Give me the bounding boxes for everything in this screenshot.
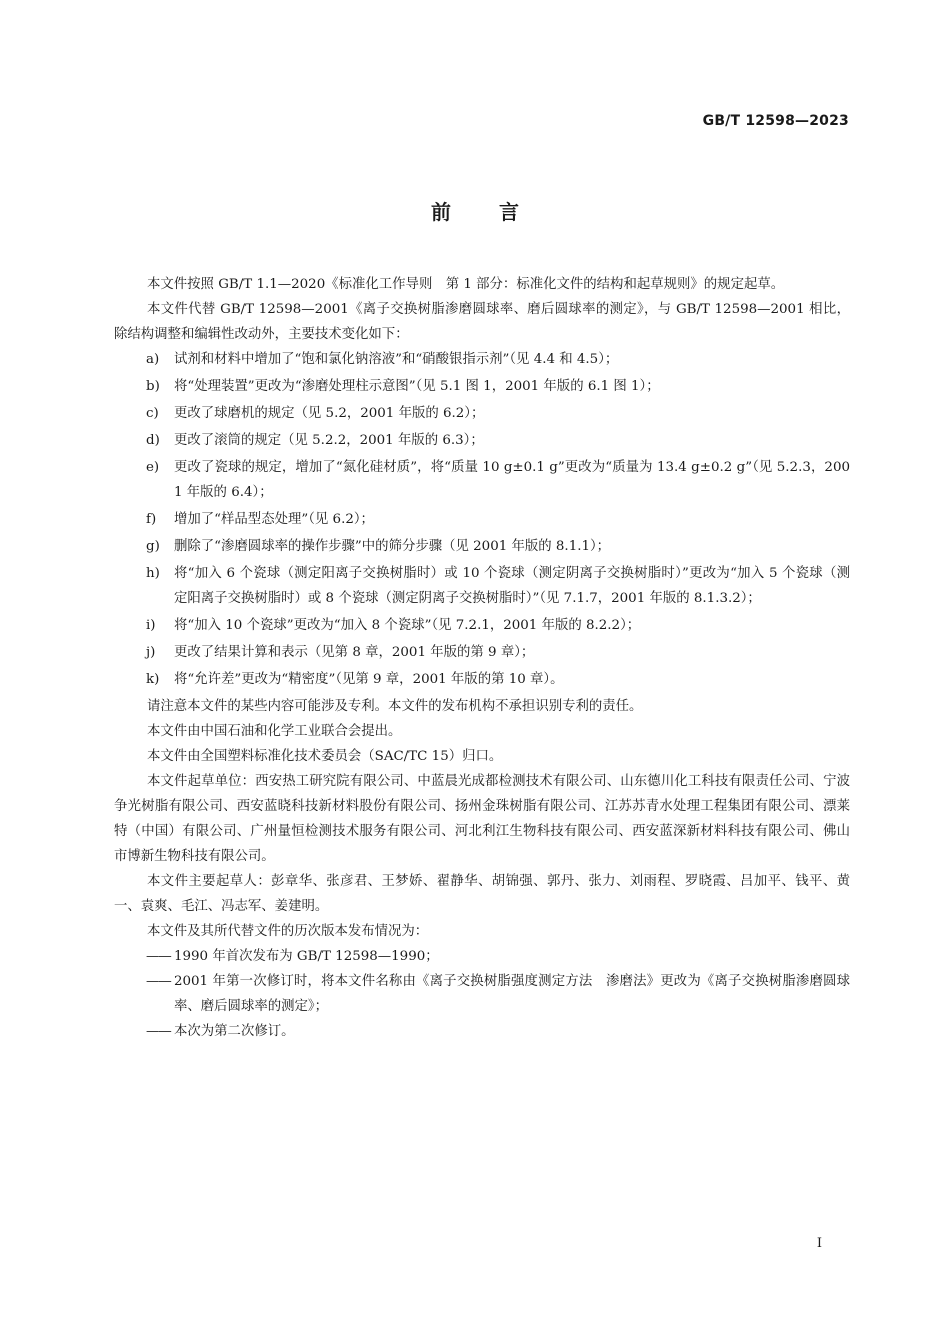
item-label: a) xyxy=(146,352,160,367)
drafters: 本文件主要起草人：彭章华、张彦君、王梦娇、翟静华、胡锦强、郭丹、张力、刘雨程、罗晓霞、吕加平、钱平、黄一、袁爽、毛江、冯志军、姜建明。 xyxy=(114,874,850,914)
history-text: 本次为第二次修订。 xyxy=(174,1024,295,1039)
change-item xyxy=(114,455,850,505)
item-text: 试剂和材料中增加了“饱和氯化钠溶液”和“硝酸银指示剂”（见 4.4 和 4.5）； xyxy=(174,352,619,367)
item-text: 删除了“渗磨圆球率的操作步骤”中的筛分步骤（见 2001 年版的 8.1.1）； xyxy=(174,539,611,554)
item-label: d) xyxy=(146,433,160,448)
item-label: b) xyxy=(146,379,160,394)
dash-label: —— xyxy=(146,974,171,989)
change-item xyxy=(114,507,850,532)
dash-label: —— xyxy=(146,949,171,964)
item-text: 更改了球磨机的规定（见 5.2，2001 年版的 6.2）； xyxy=(174,406,485,421)
item-text: 更改了结果计算和表示（见第 8 章，2001 年版的第 9 章）； xyxy=(174,645,535,660)
history-text: 2001 年第一次修订时，将本文件名称由《离子交换树脂强度测定方法 渗磨法》更改为《离子交换树脂渗磨圆球率、磨后圆球率的测定》； xyxy=(174,974,850,1014)
item-text: 增加了“样品型态处理”（见 6.2）； xyxy=(174,512,374,527)
intro-paragraph: 本文件代替 GB/T 12598—2001《离子交换树脂渗磨圆球率、磨后圆球率的测定》，与 GB/T 12598—2001 相比，除结构调整和编辑性改动外，主要技术变化如下： xyxy=(114,302,850,342)
foreword-body xyxy=(114,272,850,1044)
history-item xyxy=(114,944,850,969)
item-label: c) xyxy=(146,406,159,421)
history-item xyxy=(114,1019,850,1044)
change-item xyxy=(114,347,850,372)
history-item xyxy=(114,969,850,1019)
intro-paragraph: 本文件按照 GB/T 1.1—2020《标准化工作导则 第 1 部分：标准化文件的结构和起草规则》的规定起草。 xyxy=(147,277,785,292)
item-label: i) xyxy=(146,618,156,633)
item-label: e) xyxy=(146,460,160,475)
page-title xyxy=(0,196,950,225)
title-char-2: 言 xyxy=(499,200,519,224)
title-char-1: 前 xyxy=(431,200,451,224)
item-text: 将“处理装置”更改为“渗磨处理柱示意图”（见 5.1 图 1，2001 年版的 6.1 图 1）； xyxy=(174,379,660,394)
change-item xyxy=(114,374,850,399)
item-label: j) xyxy=(146,645,156,660)
item-text: 更改了滚筒的规定（见 5.2.2，2001 年版的 6.3）； xyxy=(174,433,484,448)
item-label: h) xyxy=(146,566,160,581)
change-item xyxy=(114,428,850,453)
history-text: 1990 年首次发布为 GB/T 12598—1990； xyxy=(174,949,439,964)
item-text: 更改了瓷球的规定，增加了“氮化硅材质”，将“质量 10 g±0.1 g”更改为“质量为 13.4 g±0.2 g”（见 5.2.3，2001 年版的 6.4）； xyxy=(174,460,850,500)
committee-note: 本文件由全国塑料标准化技术委员会（SAC/TC 15）归口。 xyxy=(147,749,503,764)
change-item xyxy=(114,613,850,638)
item-text: 将“加入 10 个瓷球”更改为“加入 8 个瓷球”（见 7.2.1，2001 年版的 8.2.2）； xyxy=(174,618,641,633)
item-label: k) xyxy=(146,672,160,687)
item-text: 将“加入 6 个瓷球（测定阳离子交换树脂时）或 10 个瓷球（测定阴离子交换树脂时）”更改为“加入 5 个瓷球（测定阳离子交换树脂时）或 8 个瓷球（测定阴离子交换树脂时）”（见 7.1.7，2001 年版的 8.1.3.2）； xyxy=(174,566,850,606)
patent-note: 请注意本文件的某些内容可能涉及专利。本文件的发布机构不承担识别专利的责任。 xyxy=(147,699,643,714)
change-item xyxy=(114,667,850,692)
page-number: I xyxy=(816,1236,822,1251)
standard-code: GB/T 12598—2023 xyxy=(702,113,849,129)
change-item xyxy=(114,640,850,665)
item-label: g) xyxy=(146,539,160,554)
proposer-note: 本文件由中国石油和化学工业联合会提出。 xyxy=(147,724,402,739)
change-item xyxy=(114,561,850,611)
item-label: f) xyxy=(146,512,157,527)
history-intro: 本文件及其所代替文件的历次版本发布情况为： xyxy=(147,924,429,939)
dash-label: —— xyxy=(146,1024,171,1039)
change-item xyxy=(114,401,850,426)
drafting-units: 本文件起草单位：西安热工研究院有限公司、中蓝晨光成都检测技术有限公司、山东德川化工科技有限责任公司、宁波争光树脂有限公司、西安蓝晓科技新材料股份有限公司、扬州金珠树脂有限公司、江苏苏青水处理工程集团有限公司、漂莱特（中国）有限公司、广州量恒检测技术服务有限公司、河北利江生物科技有限公司、西安蓝深新材料科技有限公司、佛山市博新生物科技有限公司。 xyxy=(114,774,850,864)
item-text: 将“允许差”更改为“精密度”（见第 9 章，2001 年版的第 10 章）。 xyxy=(174,672,564,687)
change-item xyxy=(114,534,850,559)
